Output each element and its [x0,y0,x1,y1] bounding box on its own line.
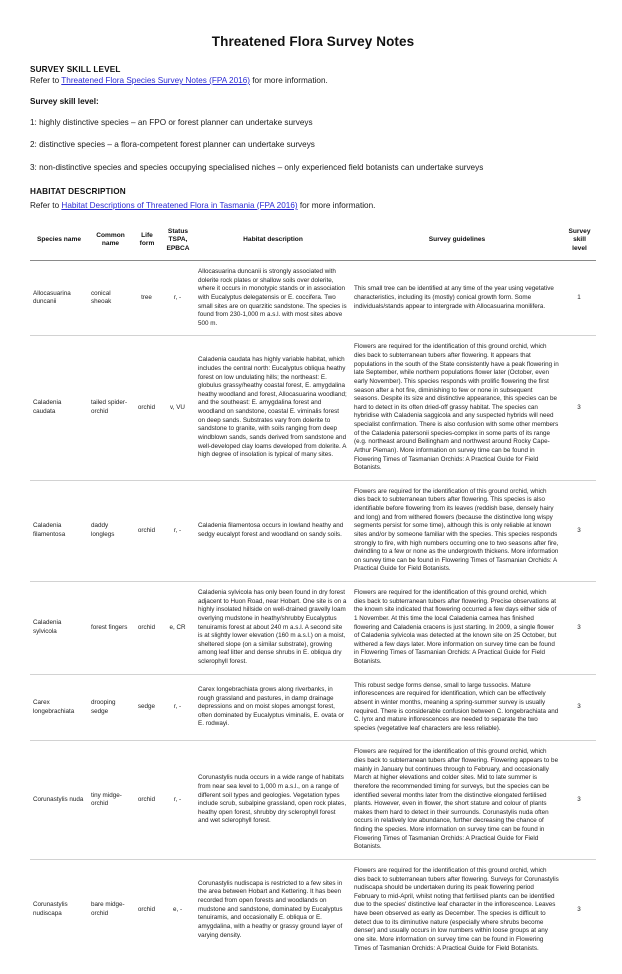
skill-level-2: 2: distinctive species – a flora-competent forest planner can undertake surveys [30,140,315,150]
cell-life-form: sedge [133,674,161,741]
cell-survey-skill-level: 3 [563,582,596,675]
column-header-survey-guidelines: Survey guidelines [351,221,563,261]
common-name-line-2: name [101,240,120,248]
cell-habitat-description: Caladenia sylvicola has only been found in dry forest adjacent to Huon Road, near Hobart. One site is on a highly insolated hillside on well-drained gravelly loam overlying mudstone in heathy/shrubby Eucalyptus tenuiramis forest at about 240 m a.s.l. A second site is at slightly lower elevation (160 m a.s.l.) on a moist, sheltered slope (on a similar substrate), growing among leaf litter and dense shrubs in E. obliqua dry sclerophyll forest. [195,582,351,675]
habitat-refer-suffix-text: for more information. [297,201,376,211]
table-body [30,261,596,961]
cell-survey-skill-level: 3 [563,480,596,581]
column-header-habitat-description: Habitat description [195,221,351,261]
status-line-1: Status [167,227,189,235]
cell-life-form: orchid [133,741,161,860]
cell-status: v, VU [161,336,195,480]
cell-species-name: Caladenia sylvicola [30,582,88,675]
cell-survey-guidelines: Flowers are required for the identification of this ground orchid, which dies back to subterranean tubers after flowering. Precise observations at the known site indicated that flowering occurred a few days either side of 1 November. At this time the local Caladenia carnea has finished flowering and Caladenia cracens is just starting. In 2009, a single flower of Caladenia sylvicola was detected at the known site on 25 October, but withered a few days later. More information on survey time can be found in Flowering Times of Tasmanian Orchids: A Practical Guide for Field Botanists. [351,582,563,675]
cell-status: e, CR [161,582,195,675]
cell-common-name: tailed spider-orchid [88,336,133,480]
cell-status: r, - [161,741,195,860]
table-row [30,741,596,860]
skill-level-line-1: Survey [568,227,591,235]
common-name-line-1: Common [96,231,125,239]
cell-life-form: orchid [137,905,156,913]
page-title: Threatened Flora Survey Notes [211,34,415,49]
cell-common-name: bare midge-orchid [91,901,125,918]
cell-species-name: Corunastylis nudiscapa [33,901,68,918]
cell-common-name: conical sheoak [88,261,133,336]
survey-notes-link[interactable]: Threatened Flora Species Survey Notes (FPA 2016) [61,76,250,85]
cell-common-name: tiny midge-orchid [88,741,133,860]
refer-prefix-text: Refer to [30,76,62,85]
cell-species-name: Corunastylis nuda [30,741,88,860]
skill-level-1: 1: highly distinctive species – an FPO or forest planner can undertake surveys [30,117,313,127]
cell-survey-guidelines: Flowers are required for the identification of this ground orchid, which dies back to subterranean tubers after flowering. Surveys for Corunastylis nudiscapa should be undertaken during its peak flowering period February to mid-April, whilst noting that fertilised plants can be identified due to the species' distinctive leaf character in the inflorescence. Leaves have been observed as early as December. The species is difficult to detect due to its diminutive nature (especially where shrubs become denser) and usually occurs in low numbers within loose groups at any one site. More information on survey time can be found in Flowering Times of Tasmanian Orchids: A Practical Guide for Field Botanists. [354,866,559,952]
cell-species-name: Caladenia caudata [30,336,88,480]
survey-skill-level-subheading: Survey skill level: [30,96,99,106]
skill-level-3: 3: non-distinctive species and species occupying specialised niches – only experienced field botanists can undertake surveys [30,162,484,172]
refer-suffix-text: for more information. [249,76,328,85]
skill-level-line-3: level [572,244,587,252]
cell-status: r, - [161,261,195,336]
cell-survey-guidelines: This small tree can be identified at any time of the year using vegetative characteristics, including its (mostly) conical growth form. Some individuals/stands appear to intergrade with Allocasuarina monilifera. [351,261,563,336]
cell-common-name: daddy longlegs [88,480,133,581]
survey-skill-refer-line [30,75,596,87]
cell-life-form: orchid [133,336,161,480]
status-line-3: EPBCA [166,244,190,252]
threatened-flora-table [30,221,596,960]
column-header-survey-skill-level [563,221,596,261]
habitat-descriptions-link[interactable]: Habitat Descriptions of Threatened Flora in Tasmania (FPA 2016) [61,201,298,211]
table-row [30,336,596,480]
survey-skill-level-heading: SURVEY SKILL LEVEL [30,65,121,74]
cell-habitat-description: Caladenia caudata has highly variable habitat, which includes the central north: Eucalyptus obliqua heathy forest on low undulating hills; the northeast: E. globulus grassy/heathy coastal forest, E. amygdalina heathy woodland and forest, Allocasuarina woodland; and the southeast: E. amygdalina forest and woodland on sandstone, coastal E. viminalis forest on deep sands. Substrates vary from dolerite to sandstone to granite, with soils ranging from deep windblown sands, sands derived from sandstone and well-developed clay loams developed from dolerite. A high degree of insolation is typical of many sites. [195,336,351,480]
cell-habitat-description: Carex longebrachiata grows along riverbanks, in rough grassland and pastures, in damp drainage depressions and on moist slopes amongst forest, often dominated by Eucalyptus viminalis, E. ovata or E. rodwayi. [195,674,351,741]
table-row [30,859,596,960]
cell-species-name: Carex longebrachiata [30,674,88,741]
cell-species-name: Caladenia filamentosa [30,480,88,581]
cell-life-form: orchid [133,480,161,581]
cell-common-name: drooping sedge [88,674,133,741]
cell-survey-skill-level: 3 [563,741,596,860]
cell-survey-skill-level: 3 [577,905,581,913]
cell-status: r, - [161,674,195,741]
cell-status: r, - [161,480,195,581]
table-header-row [30,221,596,261]
skill-level-line-2: skill [573,236,586,244]
column-header-life-form [133,221,161,261]
life-form-line-2: form [139,240,155,248]
habitat-refer-prefix-text: Refer to [30,201,62,211]
cell-survey-guidelines: Flowers are required for the identification of this ground orchid, which dies back to subterranean tubers after flowering. Flowering appears to be mainly in January but continues through to February, and occasionally March at higher elevations and colder sites. Mid to late summer is therefore the recommended timing for surveys, but the species can be identified several months later from the distinctive elongated fertilised plants. However, even in flower, the short stature and colour of plants makes them hard to detect in their surrounds. Corunastylis nuda often occurs in relatively low abundance, further decreasing the chance of finding the species. More information on survey time can be found in Flowering Times of Tasmanian Orchids: A Practical Guide for Field Botanists. [351,741,563,860]
cell-habitat-description: Caladenia filamentosa occurs in lowland heathy and sedgy eucalypt forest and woodland on sandy soils. [195,480,351,581]
cell-survey-skill-level: 1 [563,261,596,336]
cell-survey-skill-level: 3 [563,336,596,480]
status-line-2: TSPA, [168,236,188,244]
habitat-refer-line [30,200,596,212]
table-row [30,261,596,336]
column-header-species-name: Species name [30,221,88,261]
cell-survey-guidelines: This robust sedge forms dense, small to large tussocks. Mature inflorescences are required for identification, which can be effectively absent in winter months, meaning a spring-summer survey is usually required. There is considerable confusion between C. longebrachiata and C. lynx and mature inflorescences are needed to separate the two species (vegetative leaf characters are less reliable). [351,674,563,741]
column-header-common-name [88,221,133,261]
cell-status: e, - [172,905,183,913]
table-row [30,480,596,581]
habitat-description-heading: HABITAT DESCRIPTION [30,187,126,197]
cell-life-form: tree [133,261,161,336]
cell-species-name: Allocasuarina duncanii [30,261,88,336]
column-header-status [161,221,195,261]
cell-survey-skill-level: 3 [563,674,596,741]
cell-survey-guidelines: Flowers are required for the identification of this ground orchid, which dies back to subterranean tubers after flowering. It appears that populations in the south of the State consistently have a peak flowering in late September, while northern populations flower later (October, even early November). This species responds with prolific flowering the first season after a hot fire, diminishing to few or none in subsequent seasons. Despite its size and distinctive appearance, this species can be hard to detect in its often dried-off grassy habitat. The species can hybridise with Caladenia saggicola and any suspected hybrids will need specialist confirmation. There is also confusion with some other members of the Caladenia patersonii species-complex in some parts of its range (e.g. northeast around Bellingham and northwest around Rocky Cape-Arthur Pieman). More information on survey time can be found in Flowering Times of Tasmanian Orchids: A Practical Guide for Field Botanists. [351,336,563,480]
cell-habitat-description: Corunastylis nudiscapa is restricted to a few sites in the area between Hobart and Kettering. It has been recorded from open forests and woodlands on mudstone and sandstone, dominated by Eucalyptus tenuiramis, and occasionally E. obliqua or E. amygdalina, with a heathy or grassy ground layer of varying density. [198,879,343,939]
cell-life-form: orchid [133,582,161,675]
table-row [30,674,596,741]
cell-common-name: forest fingers [88,582,133,675]
table-header [30,221,596,261]
table-row [30,582,596,675]
cell-habitat-description: Corunastylis nuda occurs in a wide range of habitats from near sea level to 1,000 m a.s.l., on a range of different soil types and geologies. Vegetation types include scrub, subalpine grassland, open rock plates, heathy open forest, shrubby dry sclerophyll forest and wet sclerophyll forest. [195,741,351,860]
cell-habitat-description: Allocasuarina duncanii is strongly associated with dolerite rock plates or shallow soils over dolerite, where it occurs in monotypic stands or in association with Eucalyptus delegatensis or E. coccifera. Two small sites are on quarzitic sandstone. The species is found from 230-1,000 m a.s.l. with most sites above 500 m. [195,261,351,336]
life-form-line-1: Life [141,231,153,239]
cell-survey-guidelines: Flowers are required for the identification of this ground orchid, which dies back to subterranean tubers after flowering. This species is also identifiable before flowering from its leaves (reddish base, densely hairy and long) and from withered flowers (because the distinctive long wispy segments persist for some time), although this is only reliable at known sites and/or by someone familiar with the species. This species responds strongly to fire, with high numbers occurring one to two seasons after fire, dwindling to a few or none as the undergrowth thickens. More information on survey time can be found in Flowering Times of Tasmanian Orchids: A Practical Guide for Field Botanists. [351,480,563,581]
